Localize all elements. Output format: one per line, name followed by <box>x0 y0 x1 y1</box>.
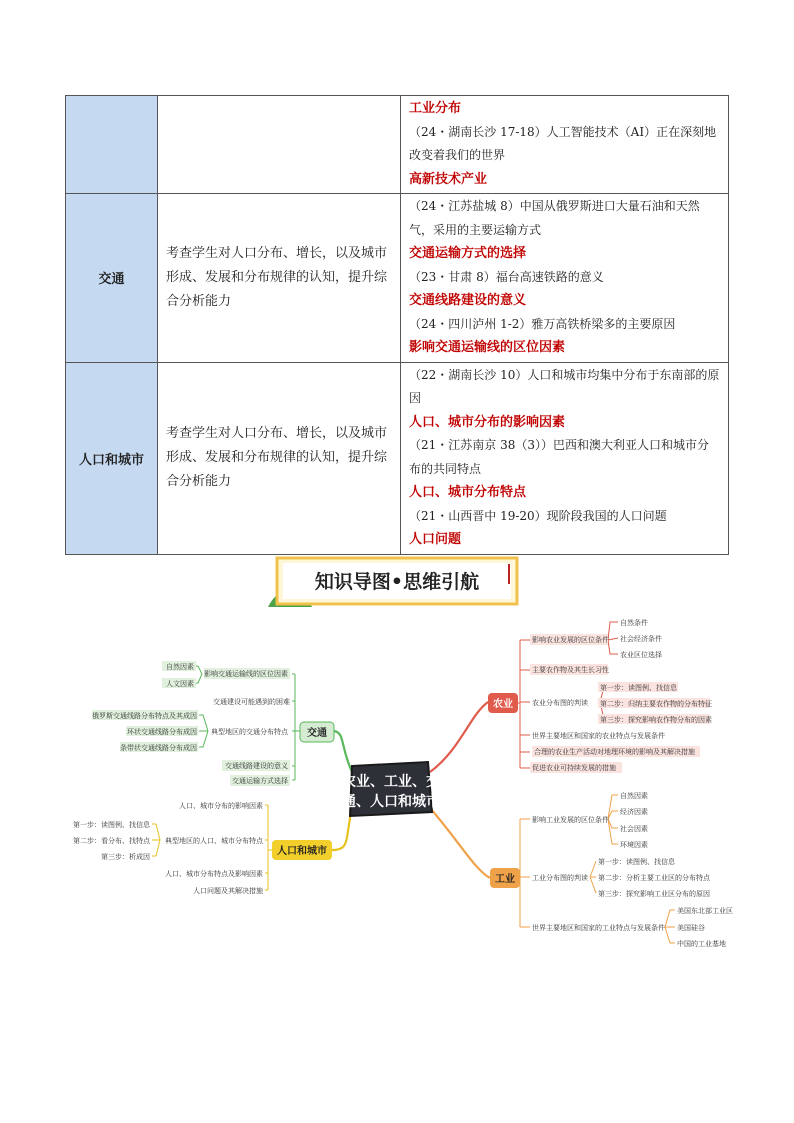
mindmap-center <box>342 762 440 816</box>
population-node: 人口、城市分布特点及影响因素 <box>165 870 263 878</box>
industry-leaf: 中国的工业基地 <box>677 940 726 948</box>
topic-label: 影响交通运输线的区位因素 <box>409 340 566 355</box>
agri-node: 合理的农业生产活动对地理环境的影响及其解决措施 <box>534 748 695 756</box>
exam-analysis-table <box>65 95 729 555</box>
transport-leaf: 人文因素 <box>166 680 194 688</box>
industry-leaf: 社会因素 <box>620 825 648 833</box>
agri-leaf: 第一步：读图例、找信息 <box>600 684 677 692</box>
industry-leaf: 第三步：探究影响工业区分布的原因 <box>598 890 710 898</box>
agri-leaf: 第二步：归纳主要农作物的分布特征 <box>600 700 712 708</box>
industry-leaf: 美国东北部工业区 <box>677 907 733 915</box>
transport-node: 交通线路建设的意义 <box>225 762 288 770</box>
question-text: （24・四川泸州 1-2）雅万高铁桥梁多的主要原因 <box>409 316 676 331</box>
population-node: 典型地区的人口、城市分布特点 <box>165 837 263 845</box>
items-cell <box>401 362 729 554</box>
question-text: （24・湖南长沙 17-18）人工智能技术（AI）正在深刻地改变着我们的世界 <box>409 124 717 162</box>
industry-leaf: 第一步：读图例、找信息 <box>598 858 675 866</box>
industry-node: 影响工业发展的区位条件 <box>532 816 609 824</box>
topic-label: 高新技术产业 <box>409 171 488 187</box>
industry-leaf: 自然因素 <box>620 792 648 800</box>
industry-leaf: 美国硅谷 <box>677 924 705 932</box>
transport-leaf: 条带状交通线路分布成因 <box>120 744 197 752</box>
branch-label-agri: 农业 <box>493 699 513 710</box>
topic-label: 工业分布 <box>409 101 462 116</box>
population-node: 人口、城市分布的影响因素 <box>179 802 263 810</box>
agri-leaf: 第三步：探究影响农作物分布的因素 <box>600 716 712 724</box>
knowledge-mindmap <box>0 550 794 970</box>
agri-node: 影响农业发展的区位条件 <box>532 636 609 644</box>
description-cell <box>158 96 401 194</box>
center-line-2: 通、人口和城市 <box>342 794 440 810</box>
industry-leaf: 经济因素 <box>620 808 648 816</box>
agri-leaf: 农业区位选择 <box>620 651 662 659</box>
items-cell <box>401 96 729 194</box>
table-row <box>66 362 729 554</box>
banner-title: 知识导图•思维引航 <box>314 571 480 593</box>
agri-leaf: 自然条件 <box>620 619 648 627</box>
agri-node: 农业分布图的判读 <box>532 699 588 707</box>
agri-node: 世界主要地区和国家的农业特点与发展条件 <box>532 732 665 740</box>
question-text: （24・江苏盐城 8）中国从俄罗斯进口大量石油和天然气，采用的主要运输方式 <box>409 199 700 237</box>
items-cell <box>401 194 729 363</box>
question-text: （22・湖南长沙 10）人口和城市均集中分布于东南部的原因 <box>409 367 720 405</box>
question-text: （21・江苏南京 38（3））巴西和澳大利亚人口和城市分布的共同特点 <box>409 438 709 476</box>
topic-label: 人口、城市分布的影响因素 <box>409 414 566 430</box>
transport-node: 典型地区的交通分布特点 <box>211 728 288 736</box>
banner <box>268 558 517 607</box>
population-leaf: 第三步：析成因 <box>101 853 150 861</box>
population-node: 人口问题及其解决措施 <box>193 887 263 895</box>
center-line-1: 农业、工业、交 <box>342 774 440 790</box>
industry-node: 工业分布图的判读 <box>532 874 588 882</box>
industry-leaf: 环境因素 <box>620 841 648 849</box>
question-text: （23・甘肃 8）福台高速铁路的意义 <box>409 269 604 284</box>
transport-node: 影响交通运输线的区位因素 <box>204 670 288 678</box>
description-cell: 考查学生对人口分布、增长，以及城市形成、发展和分布规律的认知，提升综合分析能力 <box>158 362 401 554</box>
population-leaf: 第一步：读图例、找信息 <box>73 821 150 829</box>
transport-node: 交通建设可能遇到的困难 <box>213 698 290 706</box>
topic-label: 交通运输方式的选择 <box>409 246 527 261</box>
category-cell <box>66 96 158 194</box>
industry-leaf: 第二步：分析主要工业区的分布特点 <box>598 874 710 882</box>
branch-label-transport: 交通 <box>307 728 327 739</box>
question-text: （21・山西晋中 19-20）现阶段我国的人口问题 <box>409 508 667 523</box>
population-leaf: 第二步：看分布、找特点 <box>73 837 150 845</box>
branch-label-population: 人口和城市 <box>277 846 327 857</box>
topic-label: 人口问题 <box>409 532 462 547</box>
transport-leaf: 自然因素 <box>166 663 194 671</box>
category-cell: 交通 <box>66 194 158 363</box>
agri-node: 主要农作物及其生长习性 <box>532 666 609 674</box>
transport-node: 交通运输方式选择 <box>232 777 288 785</box>
agri-node: 促进农业可持续发展的措施 <box>532 764 616 772</box>
transport-leaf: 环状交通线路分布成因 <box>127 728 197 736</box>
branch-label-industry: 工业 <box>495 874 515 885</box>
table-row <box>66 194 729 363</box>
industry-node: 世界主要地区和国家的工业特点与发展条件 <box>532 924 665 932</box>
agri-leaf: 社会经济条件 <box>620 635 662 643</box>
table-row <box>66 96 729 194</box>
topic-label: 交通线路建设的意义 <box>409 293 527 308</box>
topic-label: 人口、城市分布特点 <box>409 485 527 500</box>
category-cell: 人口和城市 <box>66 362 158 554</box>
transport-leaf: 俄罗斯交通线路分布特点及其成因 <box>92 712 197 720</box>
description-cell: 考查学生对人口分布、增长，以及城市形成、发展和分布规律的认知，提升综合分析能力 <box>158 194 401 363</box>
